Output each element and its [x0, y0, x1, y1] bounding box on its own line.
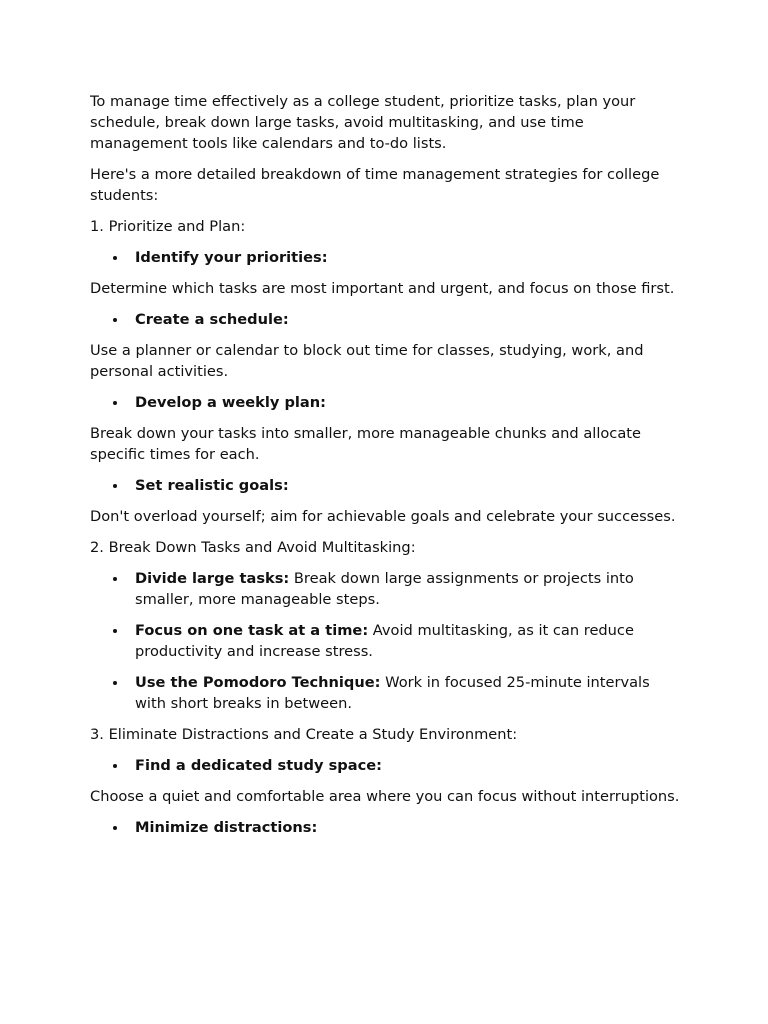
item-description: Don't overload yourself; aim for achievable goals and celebrate your successes. — [90, 508, 676, 525]
list-item — [135, 755, 680, 776]
item-title: Minimize distractions: — [135, 819, 318, 836]
bullet-list — [90, 247, 680, 268]
item-title: Develop a weekly plan: — [135, 394, 327, 411]
item-description: Choose a quiet and comfortable area where you can focus without interruptions. — [90, 788, 680, 805]
item-title: Set realistic goals: — [135, 477, 289, 494]
item-title: Create a schedule: — [135, 311, 289, 328]
list-item — [135, 309, 680, 330]
bullet-list — [90, 475, 680, 496]
item-title: Identify your priorities: — [135, 249, 328, 266]
item-text: Work in focused 25-minute intervals with short breaks in between. — [135, 674, 650, 712]
intro-paragraph: To manage time effectively as a college student, prioritize tasks, plan your schedule, break down large tasks, avoid multitasking, and use time management tools like calendars and to-do lists. — [90, 93, 636, 152]
section-3-heading: 3. Eliminate Distractions and Create a Study Environment: — [90, 726, 518, 743]
lead-paragraph: Here's a more detailed breakdown of time management strategies for college students: — [90, 166, 660, 204]
item-description: Break down your tasks into smaller, more manageable chunks and allocate specific times for each. — [90, 425, 641, 463]
item-title: Find a dedicated study space: — [135, 757, 382, 774]
item-title: Focus on one task at a time: — [135, 622, 369, 639]
list-item — [135, 672, 680, 714]
item-description: Determine which tasks are most important and urgent, and focus on those first. — [90, 280, 675, 297]
list-item — [135, 620, 680, 662]
section-2-heading: 2. Break Down Tasks and Avoid Multitasking: — [90, 539, 416, 556]
bullet-list — [90, 568, 680, 714]
bullet-list — [90, 392, 680, 413]
document-body — [90, 91, 680, 848]
list-item — [135, 817, 680, 838]
list-item — [135, 568, 680, 610]
item-description: Use a planner or calendar to block out time for classes, studying, work, and personal activities. — [90, 342, 644, 380]
item-text: Break down large assignments or projects into smaller, more manageable steps. — [135, 570, 634, 608]
section-1-heading: 1. Prioritize and Plan: — [90, 218, 246, 235]
item-title: Use the Pomodoro Technique: — [135, 674, 381, 691]
bullet-list — [90, 817, 680, 838]
item-title: Divide large tasks: — [135, 570, 290, 587]
list-item — [135, 475, 680, 496]
bullet-list — [90, 309, 680, 330]
bullet-list — [90, 755, 680, 776]
item-text: Avoid multitasking, as it can reduce productivity and increase stress. — [135, 622, 634, 660]
list-item — [135, 392, 680, 413]
list-item — [135, 247, 680, 268]
